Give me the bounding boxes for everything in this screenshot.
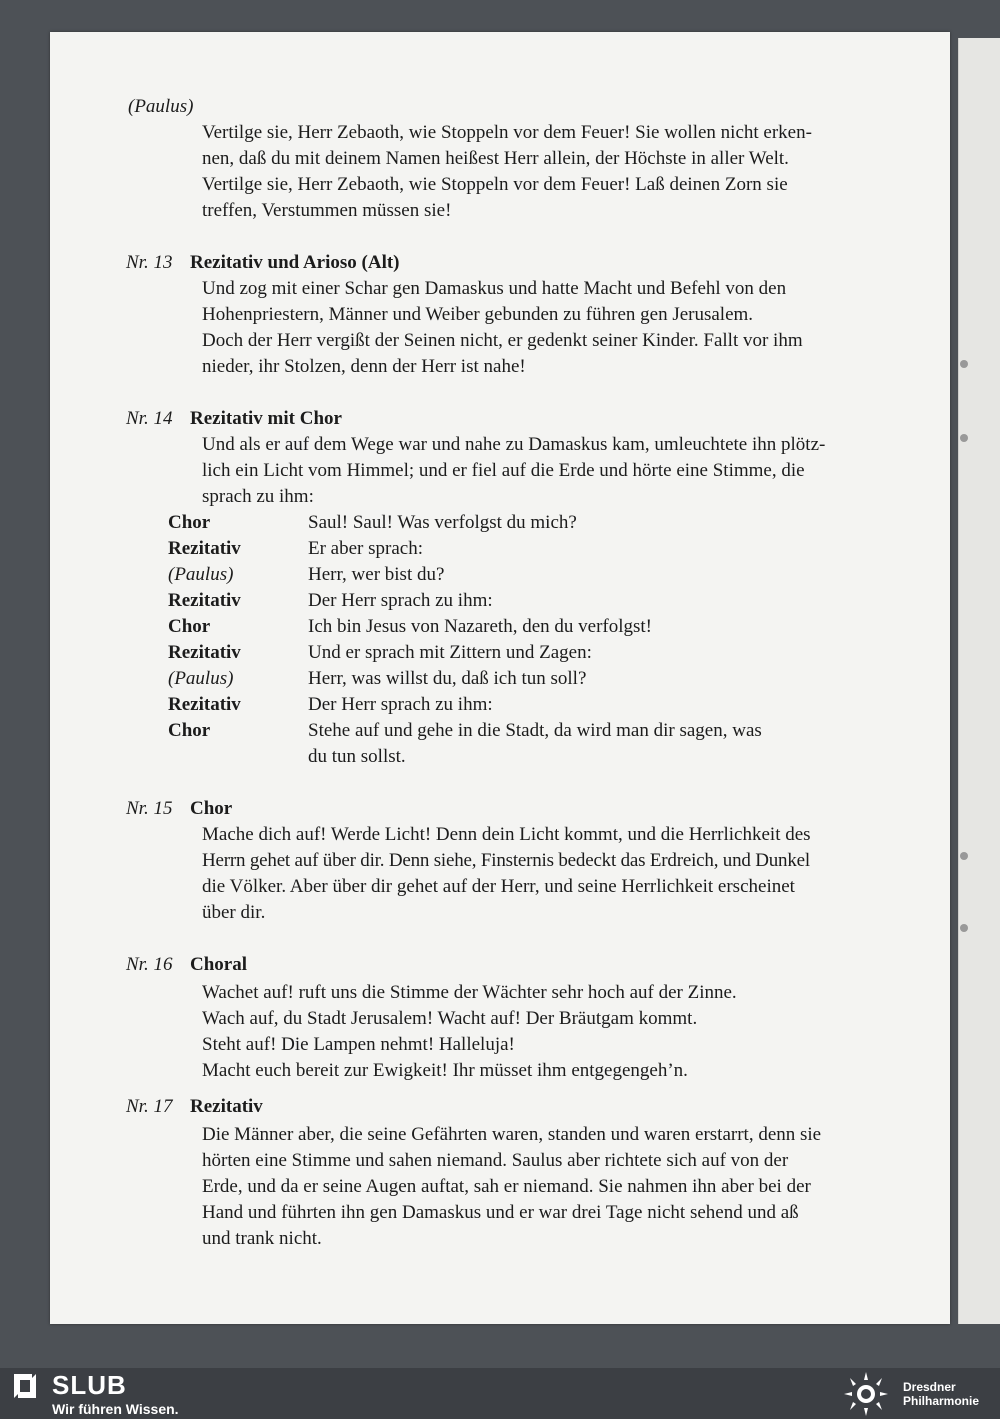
text-line: Doch der Herr vergißt der Seinen nicht, er gedenkt seiner Kinder. Fallt vor ihm — [202, 330, 803, 351]
text-line: über dir. — [202, 902, 266, 923]
dialog-speaker: (Paulus) — [168, 668, 234, 689]
page-content — [50, 32, 950, 1324]
binding-hole — [960, 360, 968, 368]
dialog-line: Der Herr sprach zu ihm: — [308, 590, 493, 611]
dialog-speaker: Chor — [168, 512, 211, 533]
slub-name[interactable]: SLUB — [52, 1370, 127, 1400]
dialog-table — [168, 510, 868, 770]
dialog-row — [168, 614, 868, 640]
dialog-row — [168, 666, 868, 692]
text-line: die Völker. Aber über dir gehet auf der Herr, und seine Herrlichkeit erscheinet — [202, 876, 795, 897]
text-line: hörten eine Stimme und sahen niemand. Saulus aber richtete sich auf von der — [202, 1150, 789, 1171]
text-line: Und zog mit einer Schar gen Damaskus und hatte Macht und Befehl von den — [202, 278, 787, 299]
section-heading-nr16 — [126, 952, 247, 978]
partner-name[interactable] — [903, 1380, 979, 1408]
text-line: und trank nicht. — [202, 1228, 322, 1249]
dialog-row — [168, 640, 868, 666]
dialog-line: Er aber sprach: — [308, 538, 423, 559]
section-title: Rezitativ und Arioso (Alt) — [190, 252, 400, 273]
text-line: sprach zu ihm: — [202, 486, 314, 507]
text-line: Mache dich auf! Werde Licht! Denn dein Licht kommt, und die Herrlichkeit des — [202, 824, 811, 845]
text-line: Hand und führten ihn gen Damaskus und er war drei Tage nicht sehend und aß — [202, 1202, 799, 1223]
dialog-speaker: Chor — [168, 616, 211, 637]
text-line: Vertilge sie, Herr Zebaoth, wie Stoppeln vor dem Feuer! Laß deinen Zorn sie — [202, 174, 788, 195]
section-heading-nr14 — [126, 406, 342, 432]
dialog-line: Saul! Saul! Was verfolgst du mich? — [308, 512, 577, 533]
dialog-row — [168, 692, 868, 718]
section-heading-nr17 — [126, 1094, 263, 1120]
dialog-speaker: Rezitativ — [168, 538, 241, 559]
binding-hole — [960, 924, 968, 932]
section-heading-nr13 — [126, 250, 400, 276]
text-line: Hohenpriestern, Männer und Weiber gebunden zu führen gen Jerusalem. — [202, 304, 754, 325]
dialog-speaker: Rezitativ — [168, 642, 241, 663]
section-number: Nr. 15 — [126, 798, 173, 819]
section-title: Chor — [190, 798, 233, 819]
text-line: treffen, Verstummen müssen sie! — [202, 200, 452, 221]
text-line: Wachet auf! ruft uns die Stimme der Wächter sehr hoch auf der Zinne. — [202, 982, 737, 1003]
section-number: Nr. 16 — [126, 954, 173, 975]
section-heading-nr15 — [126, 796, 232, 822]
section-text-nr15 — [202, 822, 918, 926]
text-line: Macht euch bereit zur Ewigkeit! Ihr müsset ihm entgegengeh’n. — [202, 1060, 688, 1081]
dialog-line: Der Herr sprach zu ihm: — [308, 694, 493, 715]
dialog-line-part: Stehe auf und gehe in die Stadt, da wird man dir sagen, was — [308, 720, 762, 741]
dialog-row — [168, 562, 868, 588]
speaker-label: (Paulus) — [128, 96, 194, 117]
slub-tagline: Wir führen Wissen. — [52, 1401, 179, 1417]
adjacent-page-edge — [958, 38, 1000, 1324]
text-line: Wach auf, du Stadt Jerusalem! Wacht auf! Der Bräutgam kommt. — [202, 1008, 698, 1029]
binding-hole — [960, 434, 968, 442]
dialog-speaker: Rezitativ — [168, 590, 241, 611]
text-line: Und als er auf dem Wege war und nahe zu Damaskus kam, umleuchtete ihn plötz- — [202, 434, 826, 455]
dialog-line-part: du tun sollst. — [308, 746, 406, 767]
slub-logo-icon[interactable] — [12, 1372, 38, 1400]
section-text-nr17 — [202, 1122, 918, 1252]
text-line: nen, daß du mit deinem Namen heißest Herr allein, der Höchste in aller Welt. — [202, 148, 789, 169]
dialog-speaker: (Paulus) — [168, 564, 234, 585]
dialog-row — [168, 718, 868, 770]
section-title: Rezitativ — [190, 1096, 263, 1117]
section-text-nr16 — [202, 980, 914, 1084]
partner-name-line2: Philharmonie — [903, 1394, 980, 1408]
section-number: Nr. 13 — [126, 252, 173, 273]
dresdner-philharmonie-logo-icon[interactable] — [840, 1370, 892, 1418]
section-number: Nr. 17 — [126, 1096, 173, 1117]
text-line: Vertilge sie, Herr Zebaoth, wie Stoppeln vor dem Feuer! Sie wollen nicht erken- — [202, 122, 812, 143]
dialog-speaker: Chor — [168, 720, 211, 741]
dialog-line: Herr, wer bist du? — [308, 564, 445, 585]
text-line: Erde, und da er seine Augen auftat, sah er niemand. Sie nahmen ihn aber bei der — [202, 1176, 811, 1197]
text-line: Steht auf! Die Lampen nehmt! Halleluja! — [202, 1034, 515, 1055]
dialog-line — [308, 718, 868, 770]
dialog-row — [168, 510, 868, 536]
dialog-line: Herr, was willst du, daß ich tun soll? — [308, 668, 587, 689]
dialog-row — [168, 588, 868, 614]
dialog-line: Und er sprach mit Zittern und Zagen: — [308, 642, 592, 663]
text-line: nieder, ihr Stolzen, denn der Herr ist nahe! — [202, 356, 526, 377]
section-text-nr14 — [202, 432, 914, 510]
footer-bar — [0, 1368, 1000, 1419]
text-line: lich ein Licht vom Himmel; und er fiel auf die Erde und hörte eine Stimme, die — [202, 460, 805, 481]
dialog-line: Ich bin Jesus von Nazareth, den du verfolgst! — [308, 616, 653, 637]
intro-text — [202, 120, 914, 224]
section-title: Rezitativ mit Chor — [190, 408, 342, 429]
dialog-row — [168, 536, 868, 562]
partner-name-line1: Dresdner — [903, 1380, 956, 1394]
text-line: Die Männer aber, die seine Gefährten waren, standen und waren erstarrt, denn sie — [202, 1124, 822, 1145]
section-title: Choral — [190, 954, 247, 975]
section-text-nr13 — [202, 276, 914, 380]
dialog-speaker: Rezitativ — [168, 694, 241, 715]
section-number: Nr. 14 — [126, 408, 173, 429]
binding-hole — [960, 852, 968, 860]
text-line: Herrn gehet auf über dir. Denn siehe, Finsternis bedeckt das Erdreich, und Dunkel — [202, 850, 810, 871]
